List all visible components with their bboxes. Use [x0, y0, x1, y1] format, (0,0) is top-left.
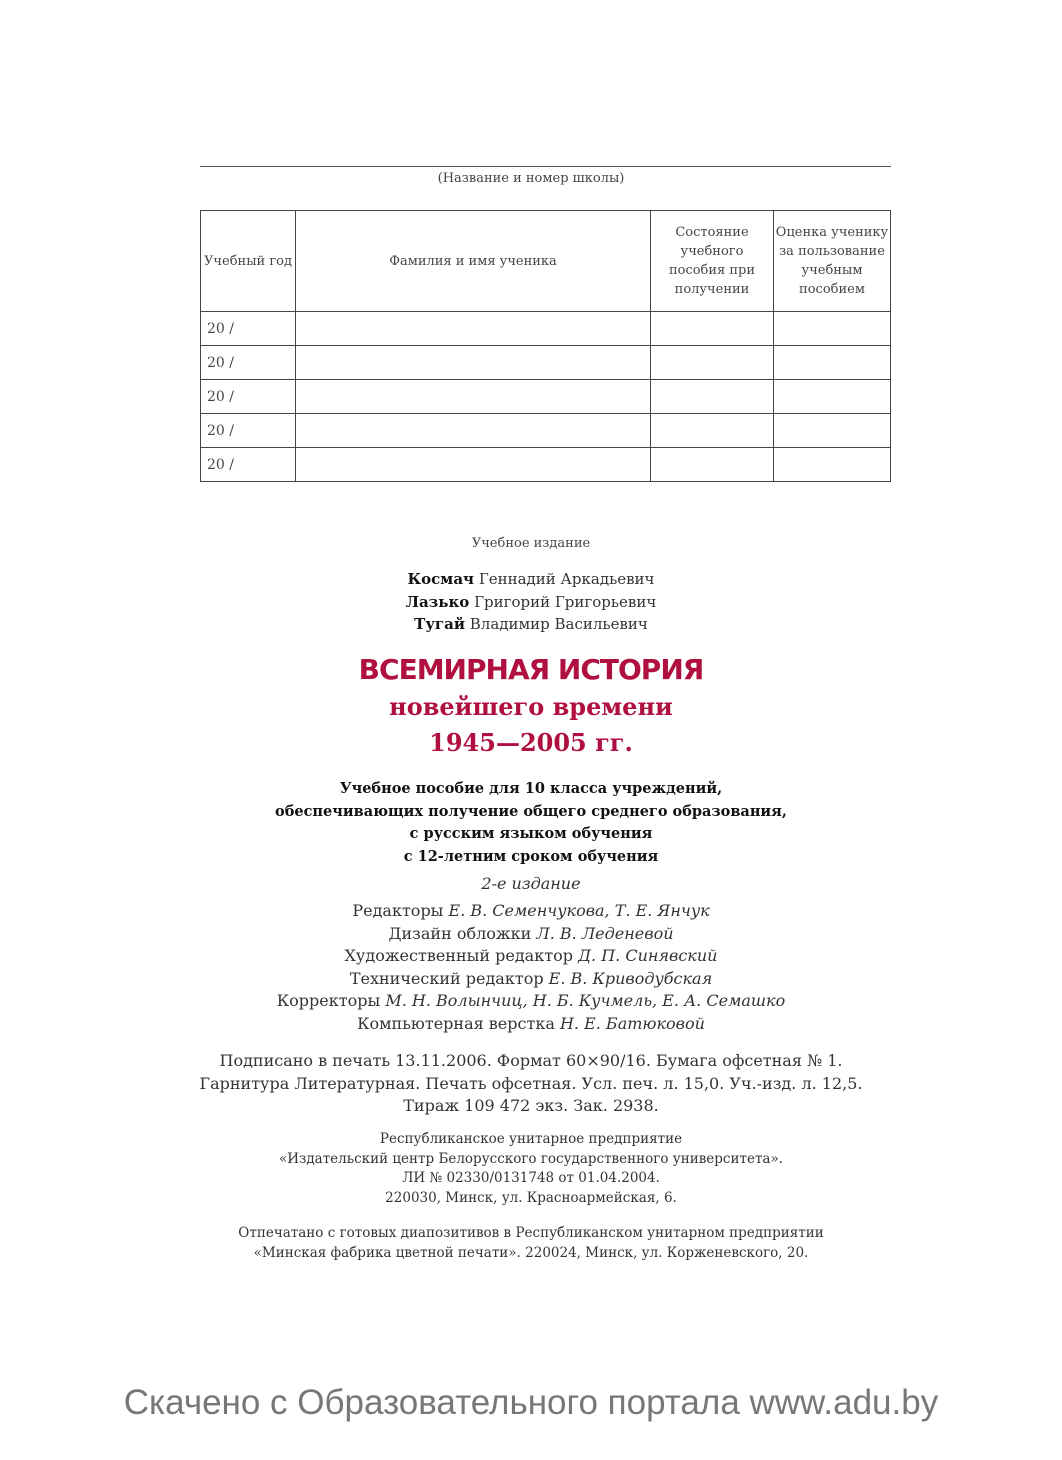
header-student: Фамилия и имя ученика [296, 211, 651, 312]
download-watermark: Скачено с Образовательного портала www.adu.by [123, 1383, 939, 1422]
credit-line: Художественный редактор Д. П. Синявский [344, 946, 718, 965]
credit-line: Компьютерная верстка Н. Е. Батюковой [357, 1013, 705, 1033]
table-row [201, 346, 891, 380]
year-cell: 20 / [201, 346, 296, 380]
publisher-info: Республиканское унитарное предприятие «Издательский центр Белорусского государственного университета». ЛИ № 02330/0131748 от 01.04.2004. 220030, Минск, ул. Красноармейская, 6. [278, 1131, 784, 1206]
book-title: ВСЕМИРНАЯ ИСТОРИЯ [358, 653, 704, 686]
book-years: 1945—2005 гг. [429, 728, 633, 757]
school-caption: (Название и номер школы) [437, 171, 625, 186]
header-grade: Оценка ученику за пользование учебным пособием [774, 211, 891, 312]
printer-info: Отпечатано с готовых диапозитивов в Республиканском унитарном предприятии «Минская фабрика цветной печати». 220024, Минск, ул. Корженевского, 20. [238, 1225, 824, 1261]
author: Космач Геннадий Аркадьевич [407, 570, 655, 588]
table-row [201, 414, 891, 448]
credit-line: Дизайн обложки Л. В. Леденевой [388, 923, 674, 943]
authors [0, 568, 1062, 636]
credit-line: Корректоры М. Н. Волынчиц, Н. Б. Кучмель, Е. А. Семашко [276, 991, 786, 1010]
year-cell: 20 / [201, 414, 296, 448]
table-row [201, 380, 891, 414]
textbook-usage-table [200, 210, 891, 482]
table-row [201, 448, 891, 482]
header-year: Учебный год [201, 211, 296, 312]
credits [0, 900, 1062, 1035]
school-name-line [200, 166, 891, 167]
credit-line: Редакторы Е. В. Семенчукова, Т. Е. Янчук [352, 901, 710, 920]
author: Тугай Владимир Васильевич [414, 615, 648, 633]
book-subtitle: новейшего времени [389, 692, 673, 721]
edition-number: 2-е издание [481, 874, 581, 893]
header-condition: Состояние учебного пособия при получении [651, 211, 774, 312]
print-info: Подписано в печать 13.11.2006. Формат 60×90/16. Бумага офсетная № 1. Гарнитура Литературная. Печать офсетная. Усл. печ. л. 15,0. Уч.-изд. л. 12,5. Тираж 109 472 экз. Зак. 2938. [199, 1051, 863, 1115]
author: Лазько Григорий Григорьевич [405, 592, 657, 611]
year-cell: 20 / [201, 380, 296, 414]
edition-type: Учебное издание [471, 536, 591, 551]
table-row [201, 312, 891, 346]
description: Учебное пособие для 10 класса учреждений, обеспечивающих получение общего среднего образования, с русским языком обучения с 12-летним сроком обучения [275, 780, 787, 865]
table-header [201, 211, 891, 312]
credit-line: Технический редактор Е. В. Криводубская [349, 968, 713, 988]
year-cell: 20 / [201, 312, 296, 346]
year-cell: 20 / [201, 448, 296, 482]
